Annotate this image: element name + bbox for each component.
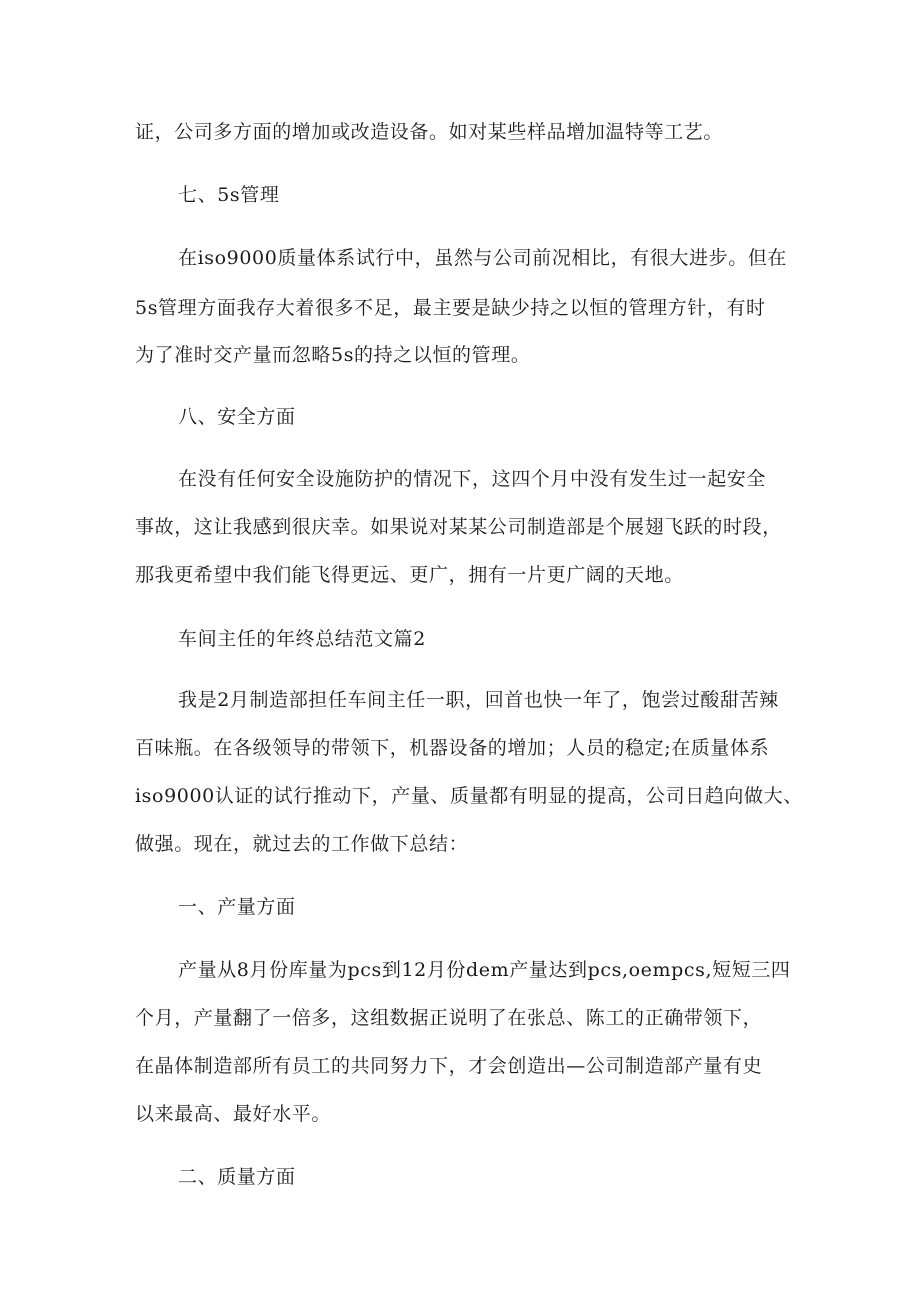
paragraph-line: 做强。现在，就过去的工作做下总结： <box>135 833 469 855</box>
section-heading-5s: 七、5s管理 <box>178 184 280 206</box>
paragraph-line: 为了准时交产量而忽略5s的持之以恒的管理。 <box>135 344 531 366</box>
section-heading-quality: 二、质量方面 <box>178 1166 296 1188</box>
paragraph-line: 个月，产量翻了一倍多，这组数据正说明了在张总、陈工的正确带领下， <box>135 1007 763 1029</box>
paragraph-line: 在iso9000质量体系试行中，虽然与公司前况相比，有很大进步。但在 <box>178 247 788 269</box>
section-heading-output: 一、产量方面 <box>178 896 296 918</box>
section-heading-safety: 八、安全方面 <box>178 406 296 428</box>
paragraph-line: 百味瓶。在各级领导的带领下，机器设备的增加；人员的稳定;在质量体系 <box>135 737 770 759</box>
paragraph-line: 在没有任何安全设施防护的情况下，这四个月中没有发生过一起安全 <box>178 468 767 490</box>
paragraph-line: 证，公司多方面的增加或改造设备。如对某些样品增加温特等工艺。 <box>135 121 724 143</box>
paragraph-line: 以来最高、最好水平。 <box>135 1103 332 1125</box>
paragraph-line: 5s管理方面我存大着很多不足，最主要是缺少持之以恒的管理方针，有时 <box>135 297 766 319</box>
paragraph-line: 产量从8月份库量为pcs到12月份dem产量达到pcs,oempcs,短短三四 <box>178 959 791 981</box>
paragraph-line: 在晶体制造部所有员工的共同努力下，才会创造出—公司制造部产量有史 <box>135 1055 763 1077</box>
paragraph-line: 那我更希望中我们能飞得更远、更广，拥有一片更广阔的天地。 <box>135 564 684 586</box>
paragraph-line: 我是2月制造部担任车间主任一职，回首也快一年了，饱尝过酸甜苦辣 <box>178 689 779 711</box>
paragraph-line: iso9000认证的试行推动下，产量、质量都有明显的提高，公司日趋向做大、 <box>135 785 803 807</box>
paragraph-line: 事故，这让我感到很庆幸。如果说对某某公司制造部是个展翅飞跃的时段， <box>135 516 782 538</box>
article-title: 车间主任的年终总结范文篇2 <box>178 628 426 650</box>
